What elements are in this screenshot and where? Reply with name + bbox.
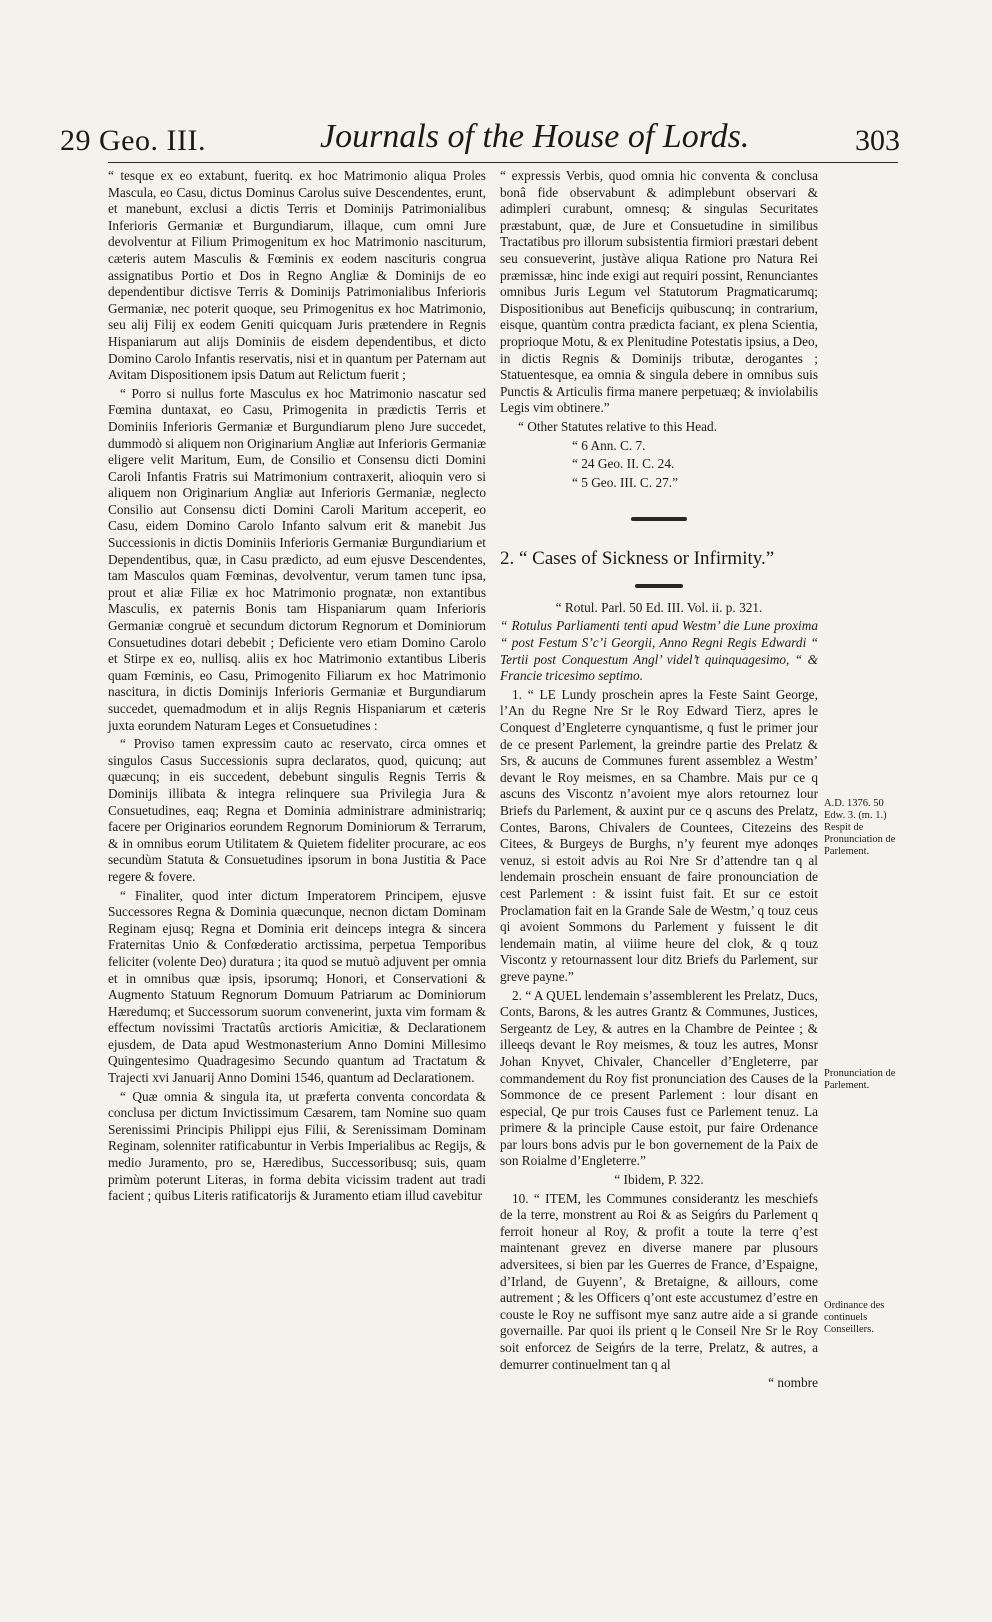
margin-note-ordinance: Ordinance des continuels Conseillers. bbox=[824, 1300, 885, 1335]
ibidem-reference: “ Ibidem, P. 322. bbox=[614, 1172, 704, 1188]
rotul-reference: “ Rotul. Parl. 50 Ed. III. Vol. ii. p. 321. bbox=[555, 599, 763, 615]
left-column bbox=[108, 168, 486, 1207]
running-header bbox=[60, 118, 900, 174]
treaty-continuation: “ expressis Verbis, quod omnia hic conventa & conclusa bonâ fide observabunt & adimplebunt observari & adimpleri curabunt, omnesq; & singulas Securitates præstabunt, quæ, de Jure et Consuetudine in similibus Tractatibus pro illorum subsistentia firmiori præstari debent seu consueverint, justàve aliqua Ratione pro Natura Rei præmissæ, hinc inde exigi aut requiri possint, Renunciantes omnibus Juris Legum vel Statutorum Pragmaticarumq; Dispositionibus aut Beneficijs quibuscunq; in contrarium, eisque, quantùm contra prædicta faciant, ex plena Scientia, proprioque Motu, & ex Plenitudine Potestatis ipsius, a Deo, in dictis Regnis & Dominijs tributæ, derogantes ; Statuentesque, ea omnia & singula debere in omnibus suis Punctis & Articulis firma manere perpetuæq; & inviolabilis Legis vim obtinere.” bbox=[500, 168, 818, 416]
paragraph-2: 2. “ A QUEL lendemain s’assemblerent les Prelatz, Ducs, Conts, Barons, & les autres Grantz & Communes, Justices, Sergeantz de Ley, & autres en la Chambre de Peintee ; & illeeqs devant le Roy meismes, & touz les autres, Monsr Johan Knyvet, Chivaler, Chanceller d’Engleterre, par commandement du Roy fist pronunciation des Causes de la Sommonce de ce present Parlement : lour disant en especial, Qe pur trois Causes fust ce Parlement tenuz. La primere & la principle Cause estoit, pur faire Ordenance par lours bons advis pur le bon governement de la Paix de son Roialme d’Engleterre.” bbox=[500, 987, 818, 1169]
journal-title: Journals of the House of Lords. bbox=[320, 118, 750, 155]
statute-reference: “ 24 Geo. II. C. 24. bbox=[572, 456, 675, 472]
header-rule bbox=[108, 162, 898, 163]
statute-reference: “ 5 Geo. III. C. 27.” bbox=[572, 474, 678, 490]
left-paragraph: “ tesque ex eo extabunt, fueritq. ex hoc Matrimonio aliqua Proles Mascula, eo Casu, dictus Dominus Carolus suive Descendentes, erunt, et manebunt, exclusi a dictis Terris et Dominijs Patrimonialibus Inferioris Germaniæ et Burgundiarum, illaque, cum omni Jure devolventur at Filium Primogenitum ex hoc Matrimonio nasciturum, cæteris autem Masculis & Fœminis ex eodem nascituris congrua assignatibus Portio et Dos in Regno Angliæ & Dominijs de eo dependentibur dictisve Terris & Dominijs Patrimonialibus Inferioris Germaniæ, nec poterit quoque, seu Primogenitus ex hoc Matrimonio, seu alij Filij ex eodem Geniti quicquam Juris prætendere in Regnis Hispaniarum aut alijs Dominiis de eisdem dependentibus, et dicto Domino Carolo Infantis reservatis, nisi et in quantum per Paternam aut Avitam Dispositionem ipsis Datum aut Relictum fuerit ; bbox=[108, 168, 486, 383]
catchword: “ nombre bbox=[768, 1375, 818, 1391]
right-column bbox=[500, 168, 818, 1394]
statutes-heading: “ Other Statutes relative to this Head. bbox=[518, 418, 718, 434]
left-paragraph: “ Proviso tamen expressim cauto ac reservato, circa omnes et singulos Casus Successionis supra declaratos, quod, quicunq; aut quæcunq; in eis succedent, debebunt singulis Regnis Terris & Dominijs illibata & integra relinquere sua Privilegia Jura & Consuetudines, eaq; Regna et Dominia administrare administrariq; facere per Originarios eorundem Regnorum Dominiorum & Terrarum, & in omnibus eorum Utilitatem & Quietem fideliter procurare, ac eos secundùm Statuta & Consuetudines ipsorum in bona Justitia & Pace regere & fovere. bbox=[108, 736, 486, 884]
left-paragraph: “ Finaliter, quod inter dictum Imperatorem Principem, ejusve Successores Regna & Dominia quæcunque, necnon dictam Dominam Reginam ejusq; Regna et Dominia erit deinceps integra & sincera Fraternitas Unio & Confœderatio arctissima, perpetua Temporibus feliciter (volente Deo) duratura ; ita quod se mutuò adjuvent per omnia et in omnibus quæ ipsis, ipsorumq; Honori, et Conservationi & Augmento Statuum Regnorum Domuum Patriarum ac Dominiorum Hæredumq; et Successorum suorum convenerint, juxta vim formam & effectum novissimi Tractatûs arctioris Amicitiæ, & Declarationem ejusdem, de Data apud Westmonasterium Anno Domini Millesimo Quingentesimo Quadragesimo Secundo quantum ad Tractatum & Trajecti xvi Januarij Anno Domini 1546, quantum ad Declarationem. bbox=[108, 887, 486, 1086]
section-title: 2. “ Cases of Sickness or Infirmity.” bbox=[500, 548, 775, 570]
margin-note-respit: A.D. 1376. 50 Edw. 3. (m. 1.) Respit de Pronunciation de Parlement. bbox=[824, 798, 896, 857]
left-paragraph: “ Porro si nullus forte Masculus ex hoc Matrimonio nascatur sed Fœmina duntaxat, eo Casu, Primogenita in prædictis Terris et Dominiis Inferioris Germaniæ et Burgundiarum pleno Jure succedet, dummodò si aliquem non Originarium Angliæ aut Inferioris Germaniæ eligere velit Maritum, Eum, de Consilio et Consensu dicti Domini Caroli Infantis Fratris sui Matrimonium contraxerit, alioquin vero si aliquem non Originarium Angliæ aut Inferioris Germaniæ, neglecto Consilio aut Consensu dicti Domini Caroli Maritum acceperit, eo Casu, eidem Domino Carolo Infanto salvum erit & manebit Jus Successionis in dictis Dominiis Inferioris Germaniæ Burgundiarium et Dependentibus, quæ, in Casu prædicto, ad eum ejusve Descendentes, tam Masculos quam Fœminas, devolventur, verum tamen tunc ipsa, prout et aliæ Filiæ ex hoc Matrimonio prognatæ, non extantibus Masculis, ex paternis Bonis tam Hispaniarum quam Inferioris Germaniæ congruè et secundum dictorum Regnorum et Dominiorum Consuetudines dotari debebit ; Deficiente vero etiam Domino Carolo et Stirpe ex eo, nullisq. aliis ex hoc Matrimonio extantibus Liberis quam Fœminis, eo Casu, Primogenito Filiarum ex hoc Matrimonio nascitura, in dictis Dominijs Inferioris Germaniæ et Burgundiarum succedet, quemadmodum et in alijs Regnis Hispaniarum et cæteris juxta eorundem Naturam Leges et Consuetudines : bbox=[108, 385, 486, 733]
paragraph-1: 1. “ LE Lundy proschein apres la Feste Saint George, l’An du Regne Nre Sr le Roy Edward Tierz, apres le Conquest d’Engleterre cynquantisme, q fust le primer jour de ce present Parlement, la greindre partie des Prelatz & Srs, & aucuns de Communes furent assemblez a Westm’ devant le Roy meismes, en sa Chambre. Mais pur ce q ascuns des Viscontz n’avoient mye alors retournez lour Briefs du Parlement, & auxint pur ce q ascuns des Prelatz, Contes, Barons, Chivalers de Countees, Citezeins des Citees, & Burgeys de Burghs, n’y feurent mye adonqes venuz, si estoit advis au Roi Nre Sr d’attendre tan q al lendemain proschein ensuant de faire pronounciation de cest Parlement : & issint fuist fait. Et sur ce estoit Proclamation fait en la Grande Sale de Westm,’ q touz ceus qi avoient Sommons du Parlement y fuissent le dit lendemain matin, al viiime heure del clok, & q touz Viscontz y retournassent lour ditz Briefs du Parlement, sur greve payne.” bbox=[500, 686, 818, 984]
left-paragraph: “ Quæ omnia & singula ita, ut præferta conventa concordata & conclusa per dictum Invictissimum Cæsarem, tam Nomine suo quam Serenissimi Principis Philippi ejus Filii, & Serenissimam Dominam Reginam, solenniter ratificabuntur in Verbis Imperialibus ac Regijs, & medio Juramento, pro se, Hæredibus, Successoribusq; suis, quam primùm poterunt Literas, in forma debita vicissim tradent aut tradi facient ; quibus Literis ratificatorijs & Juramento etiam illud cavebitur bbox=[108, 1088, 486, 1204]
statute-reference: “ 6 Ann. C. 7. bbox=[572, 437, 646, 453]
page-number: 303 bbox=[855, 124, 900, 157]
rotul-latin-heading: “ Rotulus Parliamenti tenti apud Westm’ die Lune proxima “ post Festum S’c’i Georgii, Anno Regni Regis Edwardi “ Tertii post Conquestum Angl’ videl’t quinquagesimo, “ & Francie tricesimo septimo. bbox=[500, 618, 818, 684]
title-divider-ornament bbox=[635, 584, 683, 588]
section-divider-ornament bbox=[631, 517, 687, 521]
regnal-year: 29 Geo. III. bbox=[60, 124, 206, 157]
margin-note-pronunciation: Pronunciation de Parlement. bbox=[824, 1068, 896, 1091]
paragraph-10: 10. “ ITEM, les Communes considerantz les meschiefs de la terre, monstrent au Roi & as Seigńrs du Parlement q ferroit honeur al Roy, & profit a toute la terre q’est maintenant grevez en diverse manere par plusours adversitees, si bien par les Guerres de France, d’Espaigne, d’Irland, de Guyenn’, & Bretaigne, & aillours, come autrement ; & les Officers q’ont este accustumez d’estre en couste le Roy ne suffisont mye sanz autre aide a si grande governaille. Par quoi ils prient q le Conseil Nre Sr le Roy soit enforcez de Seigńrs de la terre, Prelatz, & autres, a demurrer continuelment tan q al bbox=[500, 1190, 818, 1372]
